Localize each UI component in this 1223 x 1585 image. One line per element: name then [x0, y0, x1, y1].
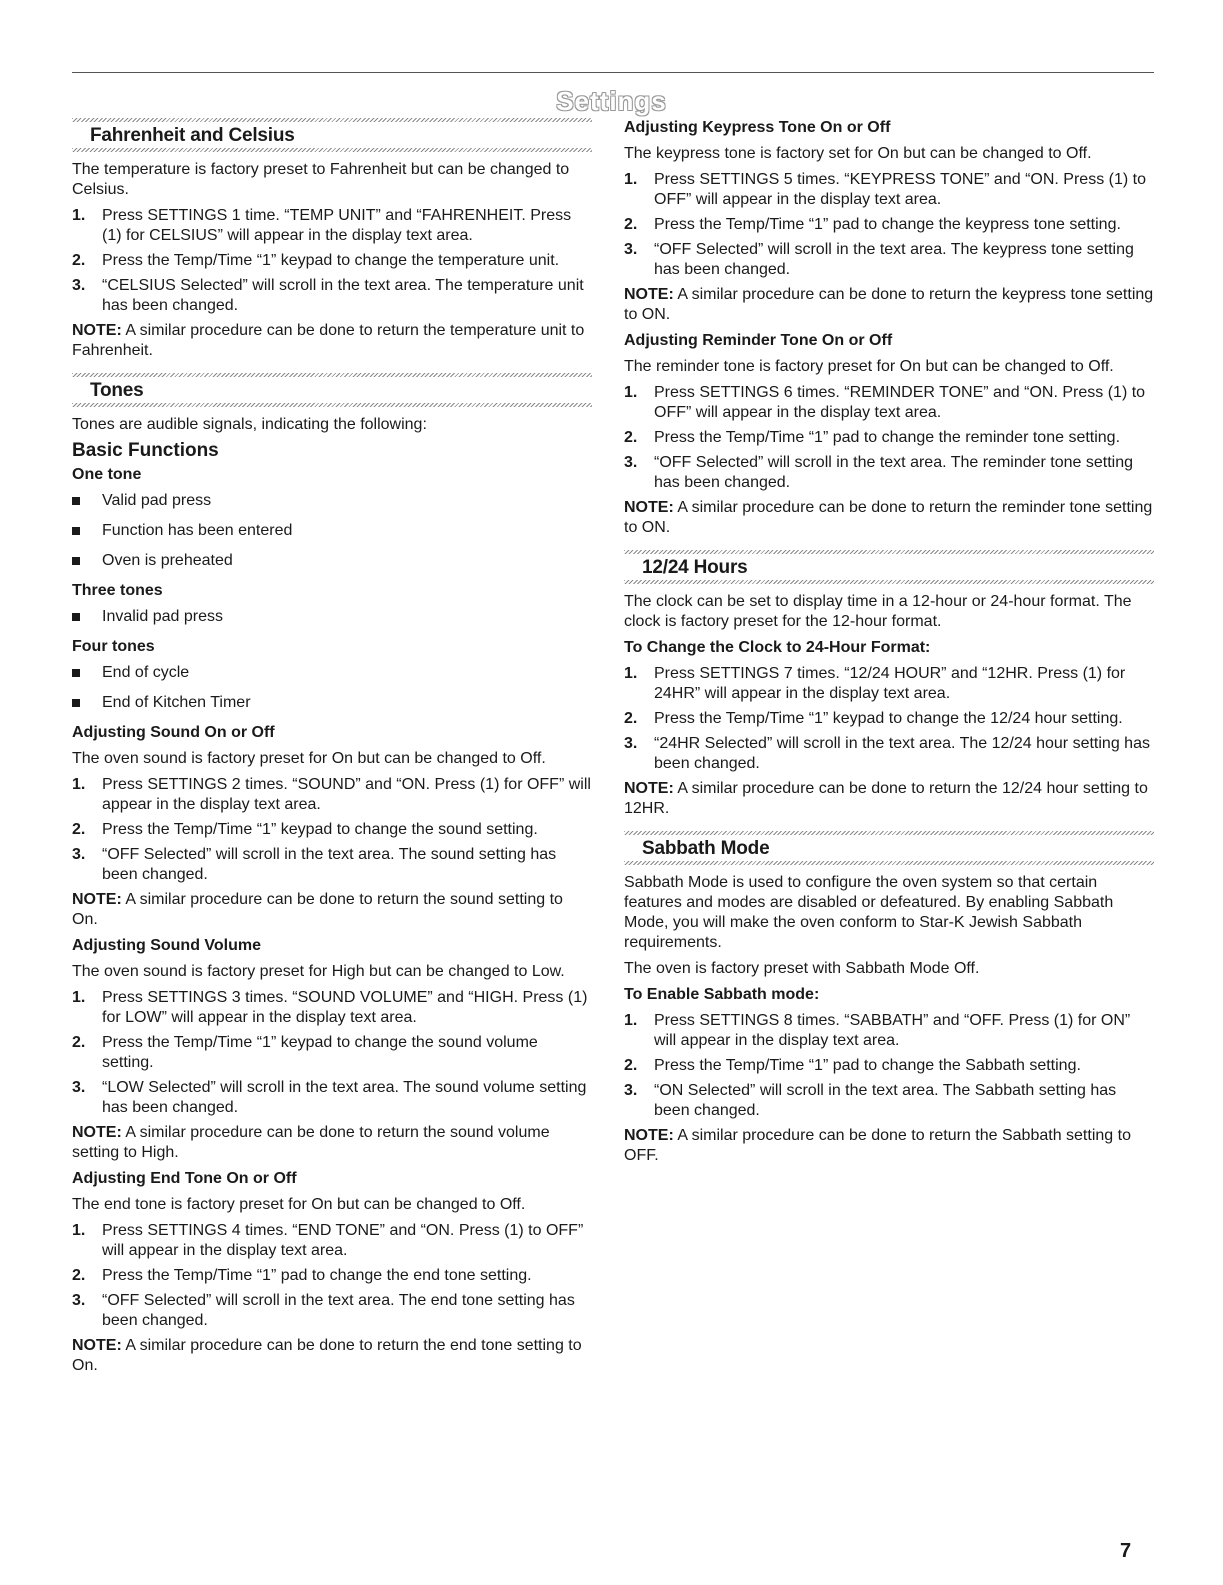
- steps-list: [624, 170, 1154, 280]
- bullet-item: Function has been entered: [72, 521, 592, 541]
- hatch-bar: [624, 550, 1154, 554]
- step: [72, 988, 592, 1028]
- subheading-volume: Adjusting Sound Volume: [72, 937, 262, 954]
- step-number: 1.: [72, 1222, 86, 1239]
- note-text: A similar procedure can be done to return the keypress tone setting to ON.: [624, 286, 1154, 323]
- step: [72, 775, 592, 815]
- note-text: A similar procedure can be done to return the sound setting to On.: [72, 891, 563, 928]
- note-text: A similar procedure can be done to return the 12/24 hour setting to 12HR.: [624, 780, 1148, 817]
- note: [72, 1336, 592, 1376]
- subheading-enable-sabbath: To Enable Sabbath mode:: [624, 986, 820, 1003]
- note-label: NOTE:: [624, 1127, 674, 1144]
- section-heading: Tones: [90, 380, 144, 401]
- note: [72, 321, 592, 361]
- step-number: 2.: [624, 710, 638, 727]
- note-text: A similar procedure can be done to return the end tone setting to On.: [72, 1337, 582, 1374]
- paragraph: The reminder tone is factory preset for On but can be changed to Off.: [624, 358, 1114, 375]
- step: [624, 215, 1154, 235]
- step-text: Press the Temp/Time “1” keypad to change the sound setting.: [102, 821, 538, 838]
- paragraph: The end tone is factory preset for On but can be changed to Off.: [72, 1196, 526, 1213]
- step: [624, 709, 1154, 729]
- step-number: 3.: [624, 454, 638, 471]
- top-rule: [72, 72, 1154, 73]
- step: [624, 734, 1154, 774]
- step-text: “OFF Selected” will scroll in the text area. The sound setting has been changed.: [102, 846, 557, 883]
- bullet-list: [72, 491, 592, 571]
- step-number: 2.: [72, 1034, 86, 1051]
- step-number: 3.: [72, 1079, 86, 1096]
- step: [72, 845, 592, 885]
- paragraph: Tones are audible signals, indicating the following:: [72, 416, 427, 433]
- section-header-sabbath: [624, 831, 1154, 865]
- step-text: Press the Temp/Time “1” keypad to change the sound volume setting.: [102, 1034, 538, 1071]
- step-text: Press SETTINGS 8 times. “SABBATH” and “OFF. Press (1) for ON” will appear in the display text area.: [654, 1012, 1131, 1049]
- section-header-fahrenheit: [72, 118, 592, 152]
- hatch-bar: [72, 148, 592, 152]
- steps-list: [72, 1221, 592, 1331]
- note-label: NOTE:: [624, 286, 674, 303]
- step-number: 1.: [624, 1012, 638, 1029]
- step-number: 1.: [624, 171, 638, 188]
- subheading-sound: Adjusting Sound On or Off: [72, 724, 275, 741]
- step-text: “CELSIUS Selected” will scroll in the text area. The temperature unit has been changed.: [102, 277, 584, 314]
- step: [72, 1078, 592, 1118]
- step-text: “LOW Selected” will scroll in the text area. The sound volume setting has been changed.: [102, 1079, 587, 1116]
- label-three-tones: Three tones: [72, 582, 163, 599]
- step-number: 2.: [624, 429, 638, 446]
- step-text: Press SETTINGS 5 times. “KEYPRESS TONE” and “ON. Press (1) to OFF” will appear in the display text area.: [654, 171, 1146, 208]
- note-label: NOTE:: [72, 1337, 122, 1354]
- step: [624, 453, 1154, 493]
- left-column: [72, 118, 592, 1382]
- subheading-end-tone: Adjusting End Tone On or Off: [72, 1170, 297, 1187]
- note: [624, 285, 1154, 325]
- bullet-item: End of Kitchen Timer: [72, 693, 592, 713]
- subheading-reminder: Adjusting Reminder Tone On or Off: [624, 332, 893, 349]
- steps-list: [72, 206, 592, 316]
- hatch-bar: [624, 580, 1154, 584]
- step: [72, 206, 592, 246]
- hatch-bar: [72, 403, 592, 407]
- bullet-list: [72, 663, 592, 713]
- note-text: A similar procedure can be done to return the temperature unit to Fahrenheit.: [72, 322, 585, 359]
- bullet-item: Valid pad press: [72, 491, 592, 511]
- step-text: “OFF Selected” will scroll in the text area. The end tone setting has been changed.: [102, 1292, 575, 1329]
- steps-list: [624, 383, 1154, 493]
- note: [624, 779, 1154, 819]
- note: [624, 498, 1154, 538]
- paragraph: The oven sound is factory preset for On but can be changed to Off.: [72, 750, 546, 767]
- step-text: Press the Temp/Time “1” pad to change the end tone setting.: [102, 1267, 532, 1284]
- paragraph: The oven sound is factory preset for High but can be changed to Low.: [72, 963, 565, 980]
- steps-list: [624, 1011, 1154, 1121]
- section-header-hours: [624, 550, 1154, 584]
- steps-list: [624, 664, 1154, 774]
- step: [624, 240, 1154, 280]
- hatch-bar: [72, 118, 592, 122]
- paragraph: The keypress tone is factory set for On but can be changed to Off.: [624, 145, 1092, 162]
- step: [72, 1033, 592, 1073]
- note: [72, 890, 592, 930]
- step-number: 3.: [624, 1082, 638, 1099]
- label-one-tone: One tone: [72, 466, 142, 483]
- step-number: 3.: [72, 277, 86, 294]
- step-text: “ON Selected” will scroll in the text area. The Sabbath setting has been changed.: [654, 1082, 1117, 1119]
- step-text: Press the Temp/Time “1” pad to change the keypress tone setting.: [654, 216, 1121, 233]
- step-number: 2.: [72, 1267, 86, 1284]
- note-text: A similar procedure can be done to return the Sabbath setting to OFF.: [624, 1127, 1131, 1164]
- note: [624, 1126, 1154, 1166]
- step: [72, 1266, 592, 1286]
- page-number: 7: [1120, 1540, 1132, 1562]
- section-heading: 12/24 Hours: [642, 557, 748, 578]
- step: [624, 170, 1154, 210]
- bullet-item: End of cycle: [72, 663, 592, 683]
- step-number: 1.: [624, 384, 638, 401]
- step: [72, 251, 592, 271]
- subheading-keypress: Adjusting Keypress Tone On or Off: [624, 119, 891, 136]
- step-number: 3.: [624, 735, 638, 752]
- section-header-tones: [72, 373, 592, 407]
- steps-list: [72, 988, 592, 1118]
- paragraph: The temperature is factory preset to Fahrenheit but can be changed to Celsius.: [72, 161, 570, 198]
- step: [624, 383, 1154, 423]
- step-text: Press SETTINGS 7 times. “12/24 HOUR” and “12HR. Press (1) for 24HR” will appear in the display text area.: [654, 665, 1126, 702]
- step-text: Press SETTINGS 1 time. “TEMP UNIT” and “FAHRENHEIT. Press (1) for CELSIUS” will appear in the display text area.: [102, 207, 572, 244]
- note-label: NOTE:: [72, 1124, 122, 1141]
- step-text: Press SETTINGS 3 times. “SOUND VOLUME” and “HIGH. Press (1) for LOW” will appear in the display text area.: [102, 989, 588, 1026]
- note-label: NOTE:: [624, 499, 674, 516]
- step-number: 2.: [72, 252, 86, 269]
- note-text: A similar procedure can be done to return the reminder tone setting to ON.: [624, 499, 1153, 536]
- subheading-clock-format: To Change the Clock to 24-Hour Format:: [624, 639, 931, 656]
- step-number: 1.: [72, 776, 86, 793]
- step-number: 1.: [72, 989, 86, 1006]
- note-label: NOTE:: [624, 780, 674, 797]
- step-text: Press SETTINGS 2 times. “SOUND” and “ON. Press (1) for OFF” will appear in the display text area.: [102, 776, 591, 813]
- page-title: Settings: [556, 86, 667, 116]
- step-text: “OFF Selected” will scroll in the text area. The keypress tone setting has been changed.: [654, 241, 1134, 278]
- step: [72, 1291, 592, 1331]
- step-number: 3.: [72, 1292, 86, 1309]
- subheading-basic-functions: Basic Functions: [72, 440, 219, 461]
- step-text: Press the Temp/Time “1” keypad to change the 12/24 hour setting.: [654, 710, 1123, 727]
- step-text: Press the Temp/Time “1” keypad to change the temperature unit.: [102, 252, 560, 269]
- steps-list: [72, 775, 592, 885]
- step: [624, 1011, 1154, 1051]
- step-number: 2.: [624, 1057, 638, 1074]
- hatch-bar: [624, 861, 1154, 865]
- step: [624, 1081, 1154, 1121]
- step-text: Press the Temp/Time “1” pad to change the Sabbath setting.: [654, 1057, 1081, 1074]
- note-label: NOTE:: [72, 891, 122, 908]
- paragraph: The clock can be set to display time in a 12-hour or 24-hour format. The clock is factory preset for the 12-hour format.: [624, 593, 1132, 630]
- step: [624, 1056, 1154, 1076]
- right-column: [624, 118, 1154, 1172]
- step-number: 1.: [624, 665, 638, 682]
- step: [624, 664, 1154, 704]
- step-number: 3.: [72, 846, 86, 863]
- step-number: 3.: [624, 241, 638, 258]
- step: [624, 428, 1154, 448]
- hatch-bar: [72, 373, 592, 377]
- note-label: NOTE:: [72, 322, 122, 339]
- step-text: Press SETTINGS 4 times. “END TONE” and “ON. Press (1) to OFF” will appear in the display text area.: [102, 1222, 584, 1259]
- bullet-item: Oven is preheated: [72, 551, 592, 571]
- step-number: 2.: [72, 821, 86, 838]
- section-heading: Fahrenheit and Celsius: [90, 125, 295, 146]
- bullet-item: Invalid pad press: [72, 607, 592, 627]
- step: [72, 1221, 592, 1261]
- step: [72, 276, 592, 316]
- step: [72, 820, 592, 840]
- section-heading: Sabbath Mode: [642, 838, 770, 859]
- bullet-list: [72, 607, 592, 627]
- step-number: 2.: [624, 216, 638, 233]
- step-text: Press the Temp/Time “1” pad to change the reminder tone setting.: [654, 429, 1121, 446]
- step-number: 1.: [72, 207, 86, 224]
- label-four-tones: Four tones: [72, 638, 155, 655]
- step-text: “OFF Selected” will scroll in the text area. The reminder tone setting has been changed.: [654, 454, 1134, 491]
- step-text: Press SETTINGS 6 times. “REMINDER TONE” and “ON. Press (1) to OFF” will appear in the display text area.: [654, 384, 1146, 421]
- paragraph: The oven is factory preset with Sabbath Mode Off.: [624, 960, 980, 977]
- note: [72, 1123, 592, 1163]
- hatch-bar: [624, 831, 1154, 835]
- note-text: A similar procedure can be done to return the sound volume setting to High.: [72, 1124, 550, 1161]
- paragraph: Sabbath Mode is used to configure the oven system so that certain features and modes are disabled or defeatured. By enabling Sabbath Mode, you will make the oven conform to Star-K Jewish Sabbath requirements.: [624, 874, 1114, 951]
- step-text: “24HR Selected” will scroll in the text area. The 12/24 hour setting has been changed.: [654, 735, 1150, 772]
